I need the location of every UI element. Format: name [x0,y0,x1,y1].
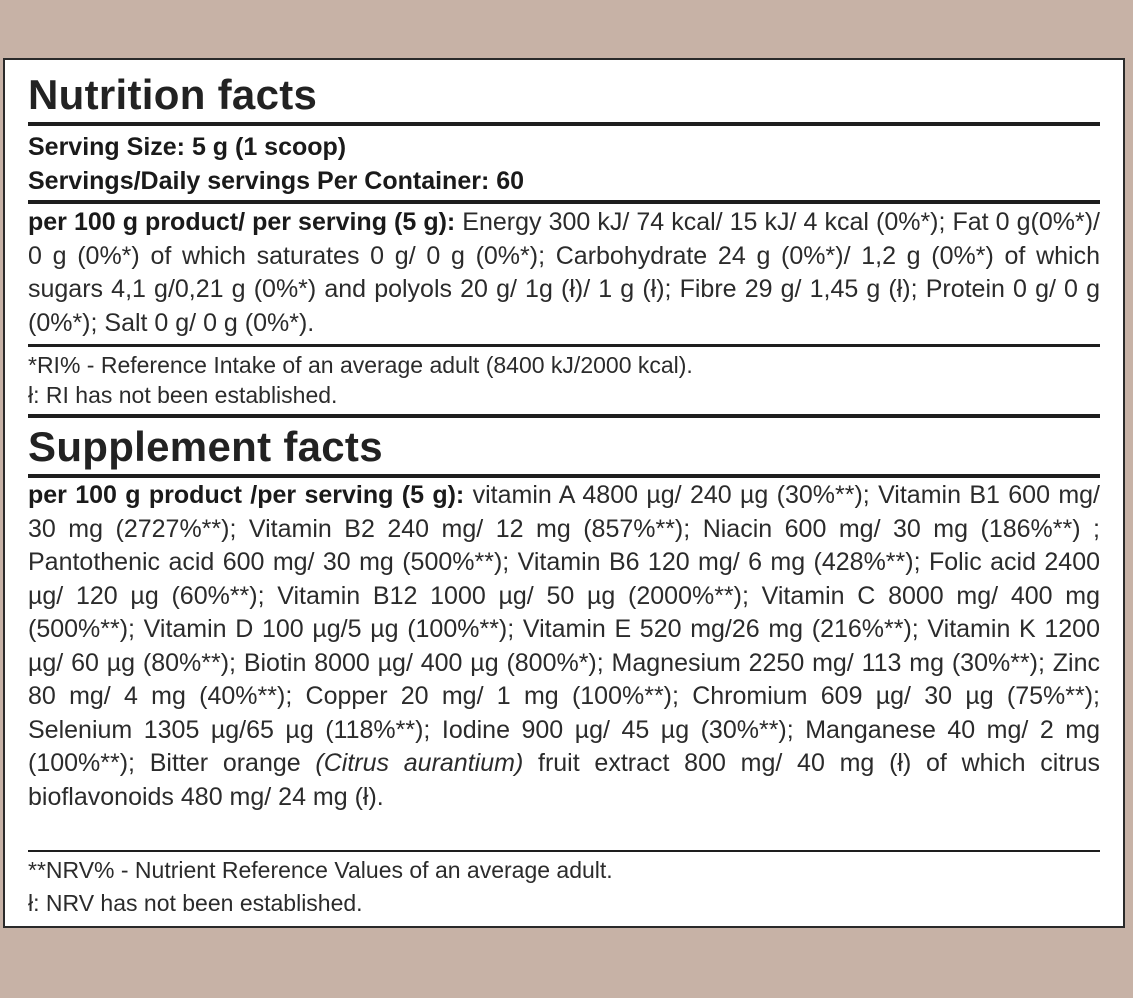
nutrition-per-label: per 100 g product/ per serving (5 g): [28,208,456,236]
supplement-values [28,479,1100,814]
supplement-per-text-1: vitamin A 4800 µg/ 240 µg (30%**); Vitamin B1 600 mg/ 30 mg (2727%**); Vitamin B2 240 mg/ 12 mg (857%**); Niacin 600 mg/ 30 mg (186%**) ; Pantothenic acid 600 mg/ 30 mg (500%**); Vitamin B6 120 mg/ 6 mg (428%**); Folic acid 2400 µg/ 120 µg (60%**); Vitamin B12 1000 µg/ 50 µg (2000%**); Vitamin C 8000 mg/ 400 mg (500%**); Vitamin D 100 µg/5 µg (100%**); Vitamin E 520 mg/26 mg (216%**); Vitamin K 1200 µg/ 60 µg (80%**); Biotin 8000 µg/ 400 µg (800%*); Magnesium 2250 mg/ 113 mg (30%**); Zinc 80 mg/ 4 mg (40%**); Copper 20 mg/ 1 mg (100%**); Chromium 609 µg/ 30 µg (75%**); Selenium 1305 µg/65 µg (118%**); Iodine 900 µg/ 45 µg (30%**); Manganese 40 mg/ 2 mg (100%**); Bitter orange [28,481,1100,777]
divider [28,850,1100,852]
nutrition-values [28,206,1100,340]
footnote-ri-not-established: ł: RI has not been established. [28,382,338,408]
divider [28,414,1100,418]
supplement-per-label: per 100 g product /per serving (5 g): [28,481,465,509]
footnote-nrv: **NRV% - Nutrient Reference Values of an average adult. [28,857,613,883]
footnote-ri: *RI% - Reference Intake of an average adult (8400 kJ/2000 kcal). [28,352,693,378]
nutrition-facts-title: Nutrition facts [28,71,318,118]
supplement-per-text-2: fruit extract 800 mg/ 40 mg (ł) of which citrus bioflavonoids 480 mg/ 24 mg (ł). [28,749,1100,811]
facts-label-content [28,60,1100,926]
serving-info [28,130,1100,198]
divider [28,474,1100,478]
footnote-nrv-not-established: ł: NRV has not been established. [28,890,363,916]
nutrition-footnotes [28,350,1100,410]
serving-size: Serving Size: 5 g (1 scoop) [28,133,347,161]
supplement-facts-title: Supplement facts [28,423,383,470]
divider [28,122,1100,126]
servings-per-container: Servings/Daily servings Per Container: 60 [28,167,525,195]
nutrition-per-text: Energy 300 kJ/ 74 kcal/ 15 kJ/ 4 kcal (0%*); Fat 0 g(0%*)/ 0 g (0%*) of which saturates 0 g/ 0 g (0%*); Carbohydrate 24 g (0%*)/ 1,2 g (0%*) of which sugars 4,1 g/0,21 g (0%*) and polyols 20 g/ 1g (ł)/ 1 g (ł); Fibre 29 g/ 1,45 g (ł); Protein 0 g/ 0 g (0%*); Salt 0 g/ 0 g (0%*). [28,208,1100,337]
supplement-footnotes [28,854,1100,920]
divider [28,200,1100,204]
facts-label [3,58,1125,928]
supplement-latin-name: (Citrus aurantium) [315,749,524,777]
divider [28,344,1100,347]
